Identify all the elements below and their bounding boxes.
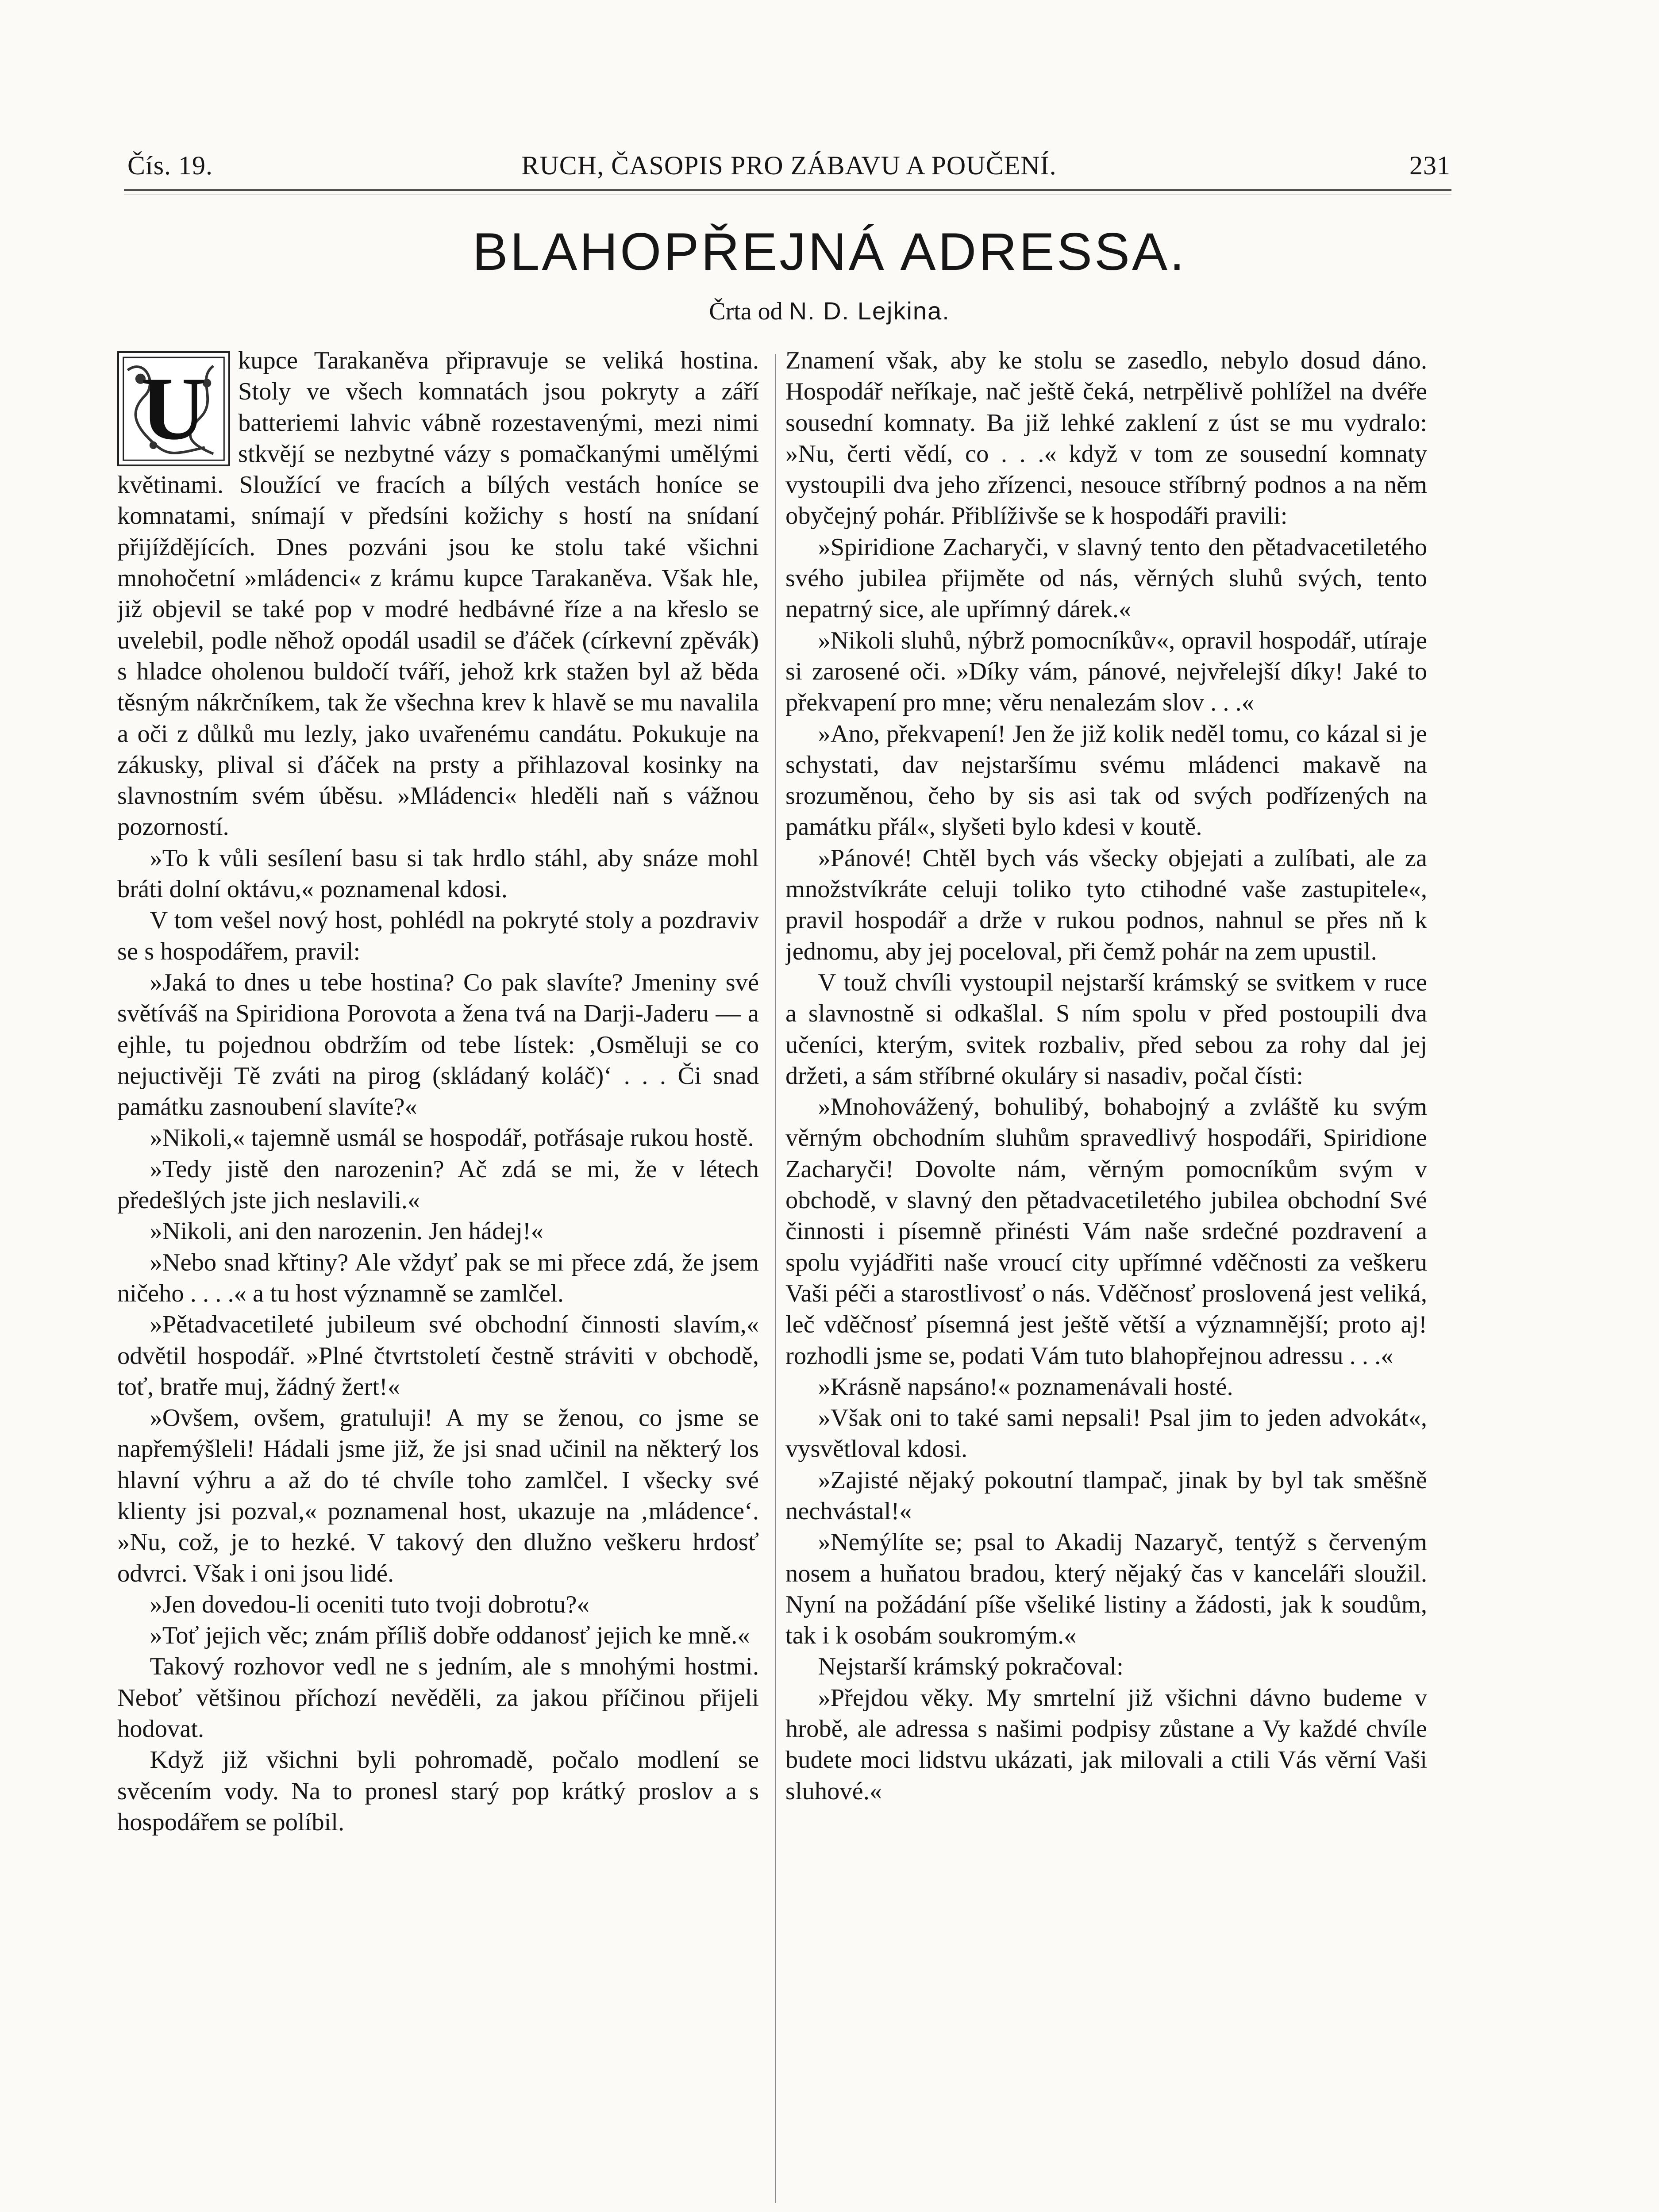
paragraph: »Nikoli, ani den narozenin. Jen hádej!«: [150, 1217, 544, 1245]
byline-author: N. D. Lejkina.: [789, 297, 950, 325]
paragraph: »Tedy jistě den narozenin? Ač zdá se mi, že v létech předešlých jste jich neslavili.«: [117, 1155, 759, 1214]
article-title: BLAHOPŘEJNÁ ADRESSA.: [472, 222, 1187, 281]
paragraph: »Ano, překvapení! Jen že již kolik neděl tomu, co kázal si je schystati, dav nejstaršímu svému mládenci makavě na srozuměnou, čeho by sis asi tak od svých podřízených na památku přál«, slyšeti bylo kdesi v koutě.: [785, 720, 1427, 841]
paragraph: »Nemýlíte se; psal to Akadij Nazaryč, tentýž s červeným nosem a huňatou bradou, který nějaký čas v kanceláři sloužil. Nyní na požádání píše všeliké listiny a žádosti, jak k soudům, tak i k osobám soukromým.«: [785, 1528, 1427, 1650]
byline-prefix: Črta od: [709, 298, 783, 325]
paragraph: kupce Tarakaněva připravuje se veliká hostina. Stoly ve všech komnatách jsou pokryty a září batteriemi lahvic vábně rozestavenými, mezi nimi stkvějí se nezbytné vázy s pomačkanými umělými květinami. Sloužící ve fracích a bílých vestách honíce se komnatami, snímají v předsíni kožichy s hostí na snídaní přijíždějících. Dnes pozváni jsou ke stolu také všichni mnohočetní »mládenci« z krámu kupce Tarakaněva. Však hle, již objevil se také pop v modré hedbávné říze a na křeslo se uvelebil, podle něhož opodál usadil se ďáček (církevní zpěvák) s hladce oholenou buldočí tváří, jehož krk stažen byl až běda těsným nákrčníkem, tak že všechna krev k hlavě se mu navalila a oči z důlků mu lezly, jako uvařenému candátu. Pokukuje na zákusky, plival si ďáček na prsty a přihlazoval kosinky na slavnostním svém úběsu. »Mládenci« hleděli naň s vážnou pozorností.: [117, 347, 759, 841]
paragraph: »Přejdou věky. My smrtelní již všichni dávno budeme v hrobě, ale adressa s našimi podpisy zůstane a Vy každé chvíle budete moci lidstvu ukázati, jak milovali a ctili Vás věrní Vaši sluhové.«: [785, 1684, 1427, 1805]
paragraph: »Pětadvacetileté jubileum své obchodní činnosti slavím,« odvětil hospodář. »Plné čtvrtstoletí čestně stráviti v obchodě, toť, bratře muj, žádný žert!«: [117, 1311, 759, 1401]
dropcap-letter: U: [141, 358, 206, 458]
paragraph: »Spiridione Zacharyči, v slavný tento den pětadvacetiletého svého jubilea přijměte od nás, věrných sluhů svých, tento nepatrný sice, ale upřímný dárek.«: [785, 533, 1427, 623]
journal-title: RUCH, ČASOPIS PRO ZÁBAVU A POUČENÍ.: [521, 151, 1057, 180]
paragraph: Takový rozhovor vedl ne s jedním, ale s mnohými hostmi. Neboť většinou příchozí nevěděli, za jakou příčinou přijeli hodovat.: [117, 1653, 759, 1743]
paragraph: V tom vešel nový host, pohlédl na pokryté stoly a pozdraviv se s hospodářem, pravil:: [117, 906, 759, 965]
paragraph: »Krásně napsáno!« poznamenávali hosté.: [818, 1373, 1233, 1401]
running-header: [127, 150, 1451, 195]
right-column: [785, 345, 1427, 2203]
paragraph: »Nikoli,« tajemně usmál se hospodář, potřásaje rukou hostě.: [150, 1124, 754, 1152]
paragraph: »Ovšem, ovšem, gratuluji! A my se ženou, co jsme se napřemýšleli! Hádali jsme již, že jsi snad učinil na některý los hlavní výhru a až do té chvíle toho zamlčel. I všecky své klienty jsi pozval,« poznamenal host, ukazuje na ‚mládence‘. »Nu, což, je to hezké. V takový den dlužno veškeru hrdosť odvrci. Však i oni jsou lidé.: [117, 1404, 759, 1587]
column-divider: [775, 354, 776, 2203]
paragraph: »Pánové! Chtěl bych vás všecky objejati a zulíbati, ale za množstvíkráte celuji toliko tyto ctihodné vaše zastupitele«, pravil hospodář a drže v rukou podnos, nahnul se přes nň k jednomu, aby jej poceloval, při čemž pohár na zem upustil.: [785, 844, 1427, 965]
paragraph: »To k vůli sesílení basu si tak hrdlo stáhl, aby snáze mohl bráti dolní oktávu,« poznamenal kdosi.: [117, 844, 759, 903]
paragraph: »Nikoli sluhů, nýbrž pomocníkův«, opravil hospodář, utíraje si zarosené oči. »Díky vám, pánové, nejvřelejší díky! Jaké to překvapení pro mne; věru nenalezám slov . . .«: [785, 626, 1427, 717]
page-number: 231: [1409, 151, 1451, 180]
byline: [0, 296, 1659, 326]
paragraph: »Toť jejich věc; znám příliš dobře oddanosť jejich ke mně.«: [150, 1622, 750, 1650]
paragraph: »Nebo snad křtiny? Ale vždyť pak se mi přece zdá, že jsem ničeho . . . .« a tu host významně se zamlčel.: [117, 1248, 759, 1307]
paragraph: V touž chvíli vystoupil nejstarší krámský se svitkem v ruce a slavnostně si odkašlal. S ním spolu v před postoupili dva učeníci, kterým, svitek rozbaliv, před sebou za rohy dal jej držeti, a sám stříbrné okuláry si nasadiv, počal čísti:: [785, 968, 1427, 1090]
paragraph: Nejstarší krámský pokračoval:: [818, 1653, 1124, 1681]
issue-number: Čís. 19.: [127, 151, 213, 180]
paragraph: Když již všichni byli pohromadě, počalo modlení se svěcením vody. Na to pronesl starý pop krátký proslov a s hospodářem se políbil.: [117, 1746, 759, 1836]
header-rule-top: [124, 189, 1451, 191]
paragraph: »Jen dovedou-li oceniti tuto tvoji dobrotu?«: [150, 1590, 589, 1618]
dropcap-ornament-icon: [119, 353, 228, 465]
ornamental-dropcap: [117, 351, 230, 466]
paragraph: »Však oni to také sami nepsali! Psal jim to jeden advokát«, vysvětloval kdosi.: [785, 1404, 1427, 1463]
paragraph: »Jaká to dnes u tebe hostina? Co pak slavíte? Jmeniny své světíváš na Spiridiona Porovota a žena tvá na Darji-Jaderu — a ejhle, tu pojednou obdržím od tebe lístek: ‚Osměluji se co nejuctivěji Tě zváti na pirog (skládaný koláč)‘ . . . Či snad památku zasnoubení slavíte?«: [117, 968, 759, 1121]
left-column: [117, 345, 759, 2203]
paragraph: »Zajisté nějaký pokoutní tlampač, jinak by byl tak směšně nechvástal!«: [785, 1466, 1427, 1525]
paragraph: »Mnohovážený, bohulibý, bohabojný a zvláště ku svým věrným obchodním sluhům spravedlivý hospodáři, Spiridione Zacharyči! Dovolte nám, věrným pomocníkům svým v obchodě, v slavný den pětadvacetiletého jubilea obchodní Své činnosti i písemně přinésti Vám naše srdečné pozdravení a spolu vyjádřiti naše vroucí city upřímné vděčnosti za veškeru Vaši péči a starostlivosť o nás. Vděčnosť proslovená jest veliká, leč vděčnosť písemná jest ještě větší a významnější; proto aj! rozhodli jsme se, podati Vám tuto blahopřejnou adressu . . .«: [785, 1093, 1427, 1370]
paragraph: Znamení však, aby ke stolu se zasedlo, nebylo dosud dáno. Hospodář neříkaje, nač ještě čeká, netrpělivě pohlížel na dvéře sousední komnaty. Ba již lehké zaklení z úst se mu vydralo: »Nu, čerti vědí, co . . .« když v tom ze sousední komnaty vystoupili dva jeho zřízenci, nesouce stříbrný podnos a na něm obyčejný pohár. Přiblíživše se k hospodáři pravili:: [785, 347, 1427, 530]
